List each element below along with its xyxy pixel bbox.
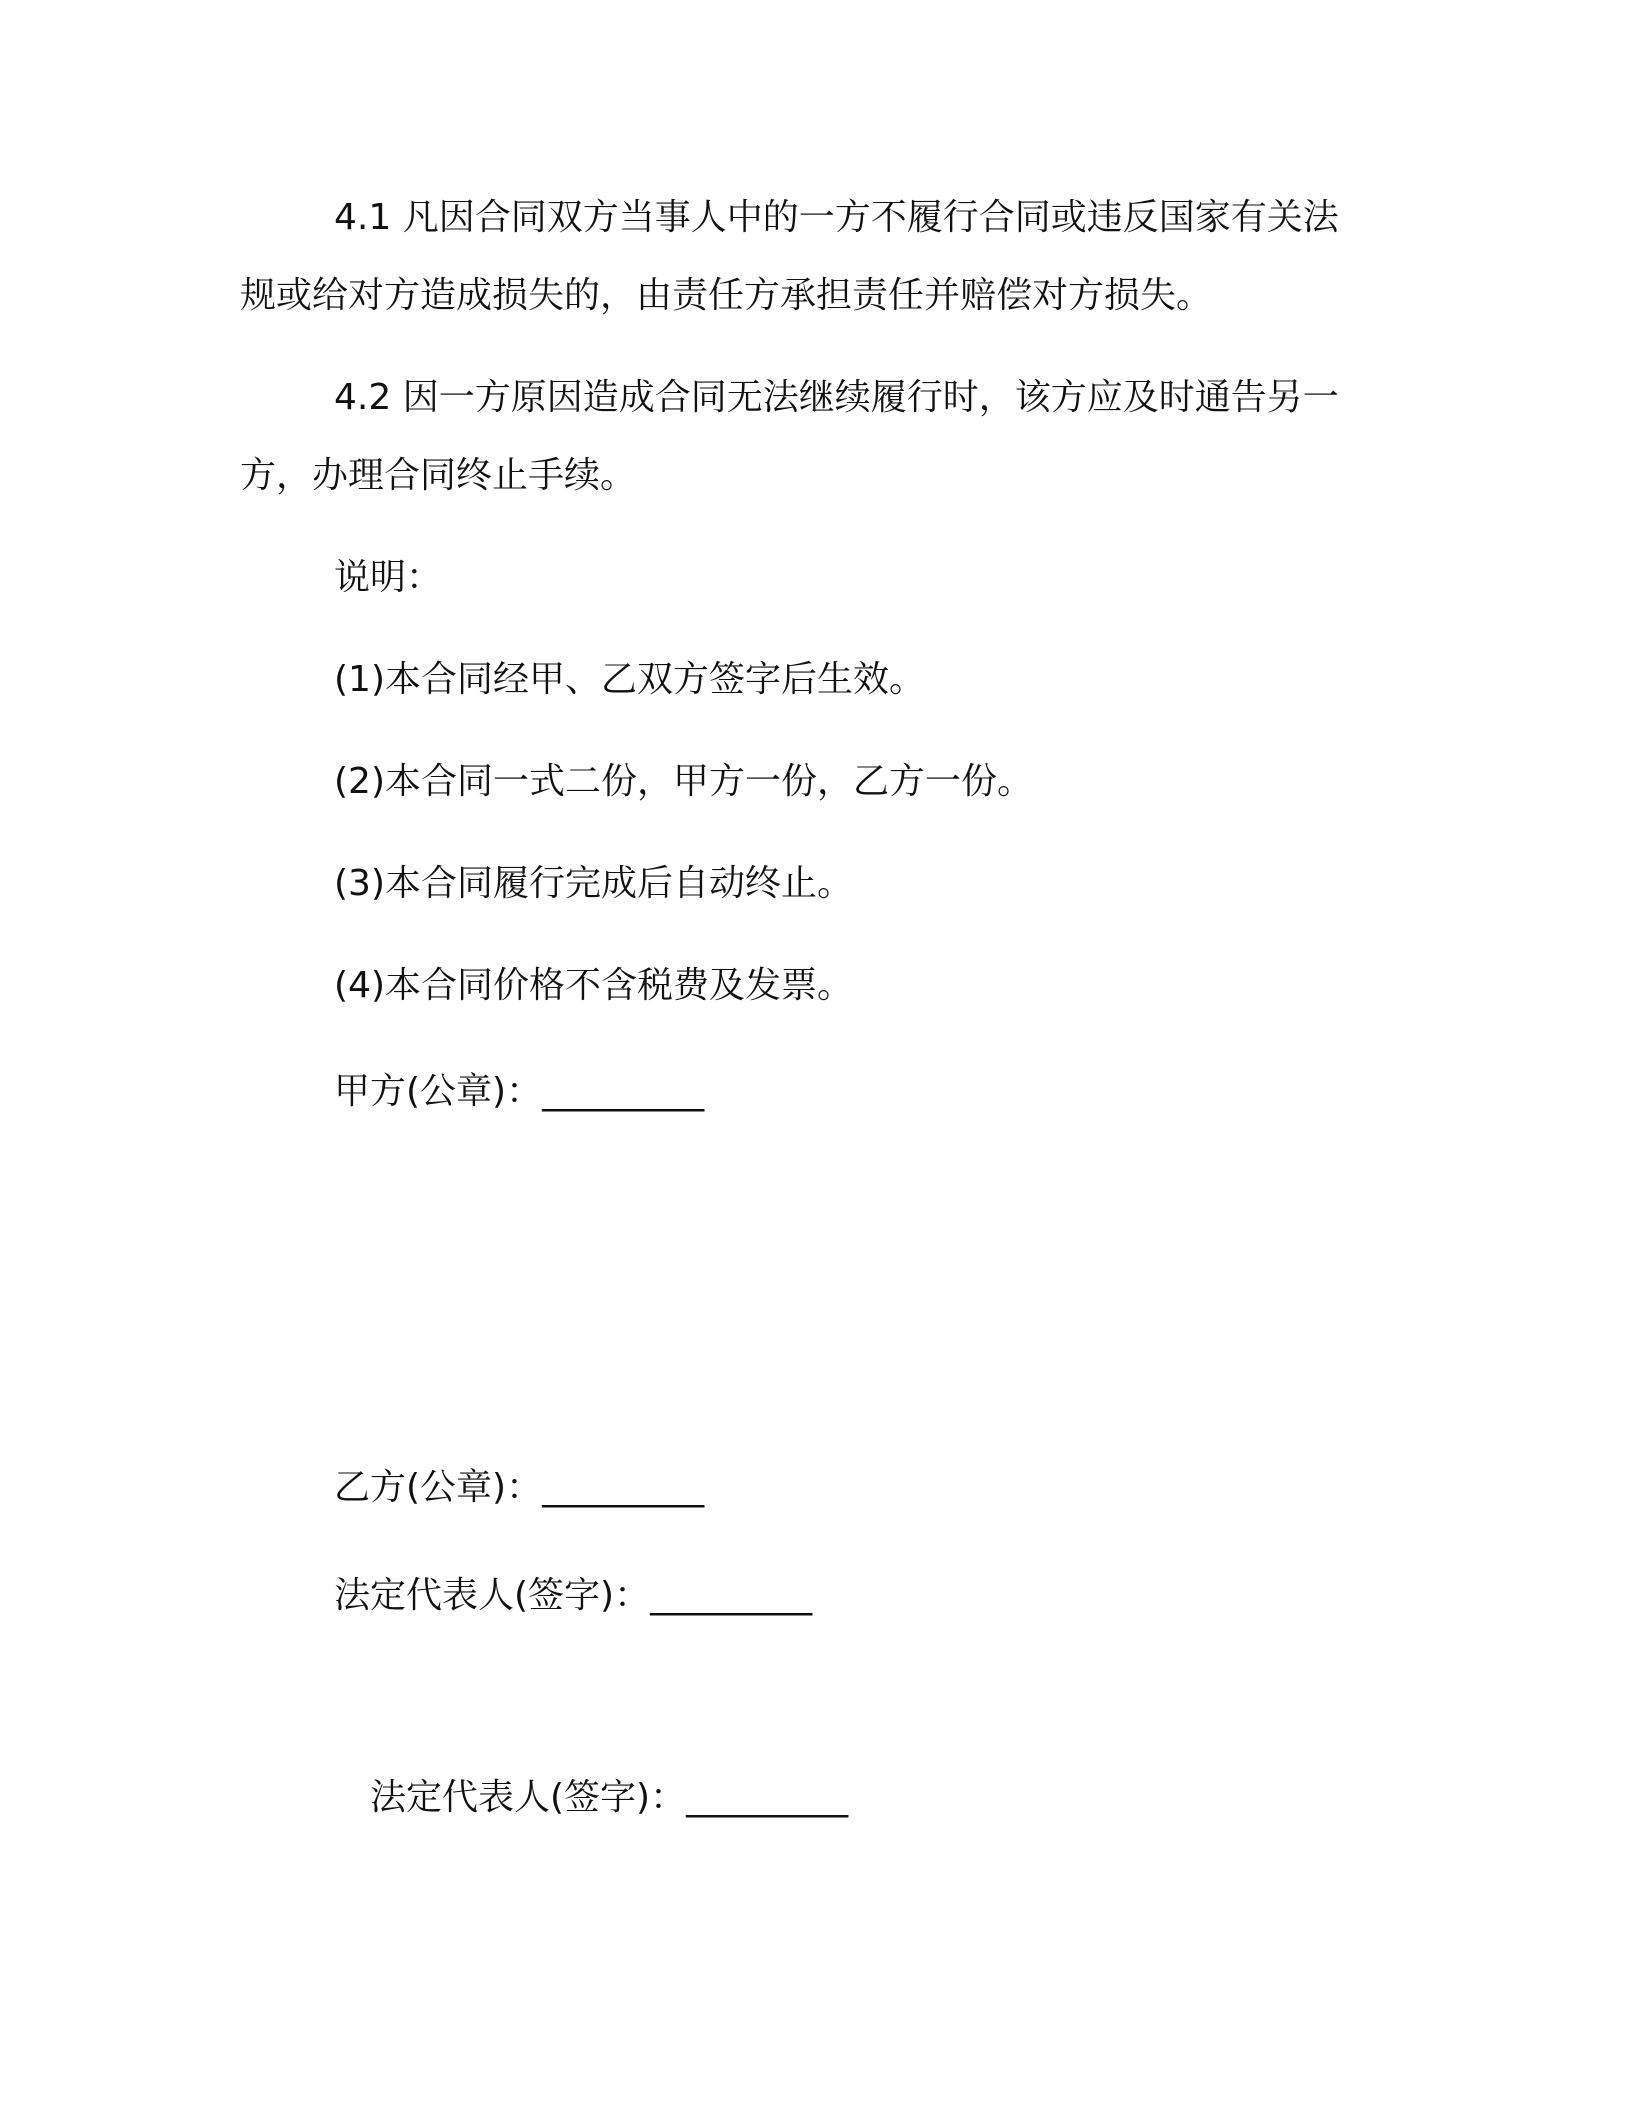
note-item-4: (4)本合同价格不含税费及发票。 xyxy=(334,965,853,1006)
clause-4-1-line-1: 4.1 凡因合同双方当事人中的一方不履行合同或违反国家有关法 xyxy=(334,197,1339,238)
party-b-seal-line: 乙方(公章)：_________ xyxy=(334,1467,705,1508)
note-item-2: (2)本合同一式二份，甲方一份，乙方一份。 xyxy=(334,761,1033,802)
clause-4-2-line-2: 方，办理合同终止手续。 xyxy=(240,455,637,496)
notes-heading: 说明： xyxy=(334,557,443,598)
party-a-seal-line: 甲方(公章)：_________ xyxy=(334,1071,705,1112)
note-item-1: (1)本合同经甲、乙双方签字后生效。 xyxy=(334,659,925,700)
note-item-3: (3)本合同履行完成后自动终止。 xyxy=(334,863,853,904)
legal-rep-signature-line-2: 法定代表人(签字)：_________ xyxy=(370,1777,849,1818)
clause-4-1-line-2: 规或给对方造成损失的，由责任方承担责任并赔偿对方损失。 xyxy=(240,275,1213,316)
clause-4-2-line-1: 4.2 因一方原因造成合同无法继续履行时，该方应及时通告另一 xyxy=(334,377,1339,418)
legal-rep-signature-line-1: 法定代表人(签字)：_________ xyxy=(334,1575,813,1616)
